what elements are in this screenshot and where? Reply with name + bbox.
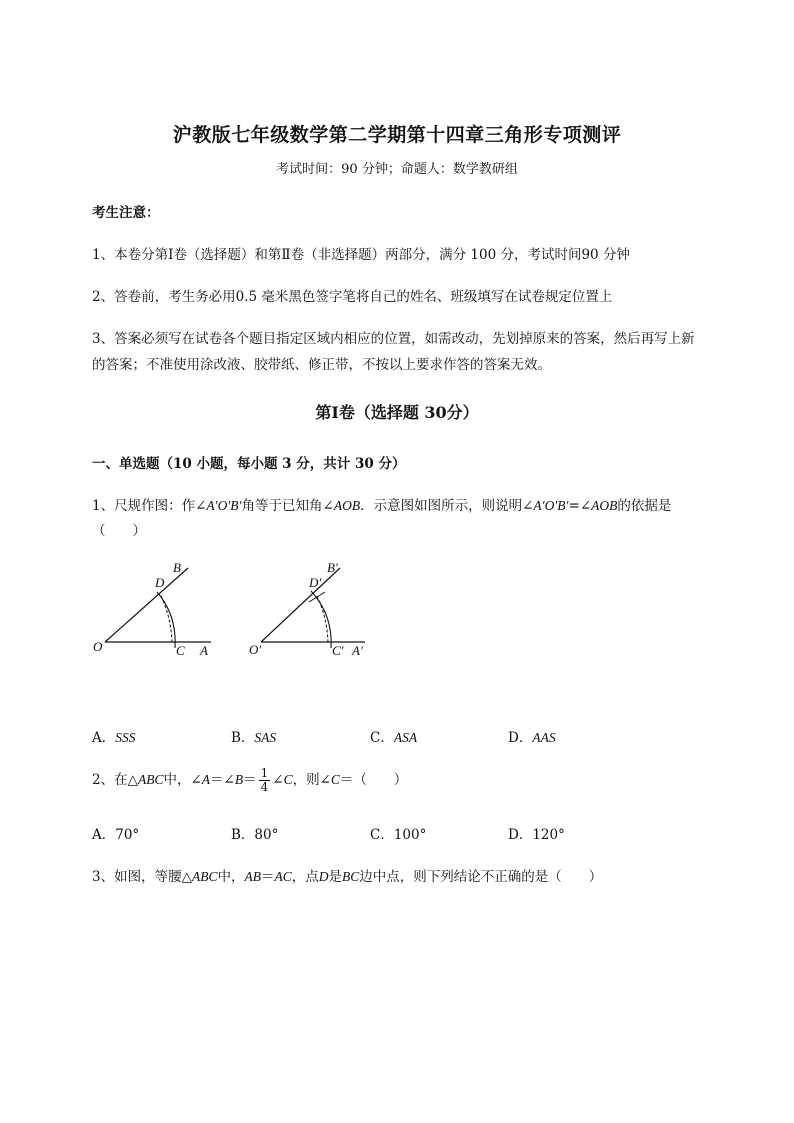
page-title: 沪教版七年级数学第二学期第十四章三角形专项测评	[172, 124, 622, 146]
label-C-prime: C′	[332, 643, 344, 658]
label-O-prime: O′	[249, 642, 262, 657]
exam-info: 考试时间：90 分钟；命题人：数学教研组	[276, 162, 518, 177]
section-title: 第Ⅰ卷（选择题 30分）	[315, 403, 479, 422]
q1-option-b[interactable]: B．SAS	[231, 730, 277, 746]
label-D-prime: D′	[309, 575, 322, 590]
q2-option-a[interactable]: A．70°	[92, 827, 140, 843]
question-1-text: 1、尺规作图：作∠A′O′B′角等于已知角∠AOB．示意图如图所示，则说明∠A′O′B′=∠AOB的依据是	[92, 498, 672, 514]
question-2-text: 2、在△ABC中，∠A＝∠B＝ $\frac{1}{4}$ ∠C，则∠C＝（ ）	[92, 766, 408, 794]
figure-original-angle	[93, 560, 211, 658]
question-1-figure	[85, 555, 385, 665]
q2-option-b[interactable]: B．80°	[231, 827, 279, 843]
label-O: O	[93, 639, 103, 654]
label-B-prime: B′	[327, 560, 338, 575]
notice-heading: 考生注意：	[92, 205, 160, 221]
label-C: C	[176, 643, 185, 658]
q1-option-c[interactable]: C．ASA	[370, 730, 418, 746]
notice-item-3: 3、答案必须写在试卷各个题目指定区域内相应的位置，如需改动，先划掉原来的答案，然后再写上新	[92, 331, 695, 347]
q2-option-d[interactable]: D．120°	[508, 827, 565, 843]
fraction: $\frac{1}{4}$	[260, 766, 269, 794]
label-D: D	[155, 575, 165, 590]
notice-item-1: 1、本卷分第Ⅰ卷（选择题）和第Ⅱ卷（非选择题）两部分，满分 100 分，考试时间90 分钟	[92, 247, 630, 263]
q1-option-d[interactable]: D．AAS	[508, 730, 556, 746]
question-3-text: 3、如图，等腰△ABC中，AB＝AC，点D是BC边中点，则下列结论不正确的是（ ）	[92, 869, 603, 885]
label-B: B	[173, 560, 181, 575]
q2-option-c[interactable]: C．100°	[370, 827, 427, 843]
notice-item-3-cont: 的答案；不准使用涂改液、胶带纸、修正带，不按以上要求作答的答案无效。	[92, 357, 551, 373]
label-A-prime: A′	[352, 643, 363, 658]
q1-option-a[interactable]: A．SSS	[92, 730, 136, 746]
part-heading: 一、单选题（10 小题，每小题 3 分，共计 30 分）	[92, 456, 406, 472]
label-A: A	[200, 643, 208, 658]
notice-item-2: 2、答卷前，考生务必用0.5 毫米黑色签字笔将自己的姓名、班级填写在试卷规定位置上	[92, 289, 613, 305]
question-1-paren: （ ）	[92, 523, 146, 539]
figure-constructed-angle	[249, 560, 365, 658]
